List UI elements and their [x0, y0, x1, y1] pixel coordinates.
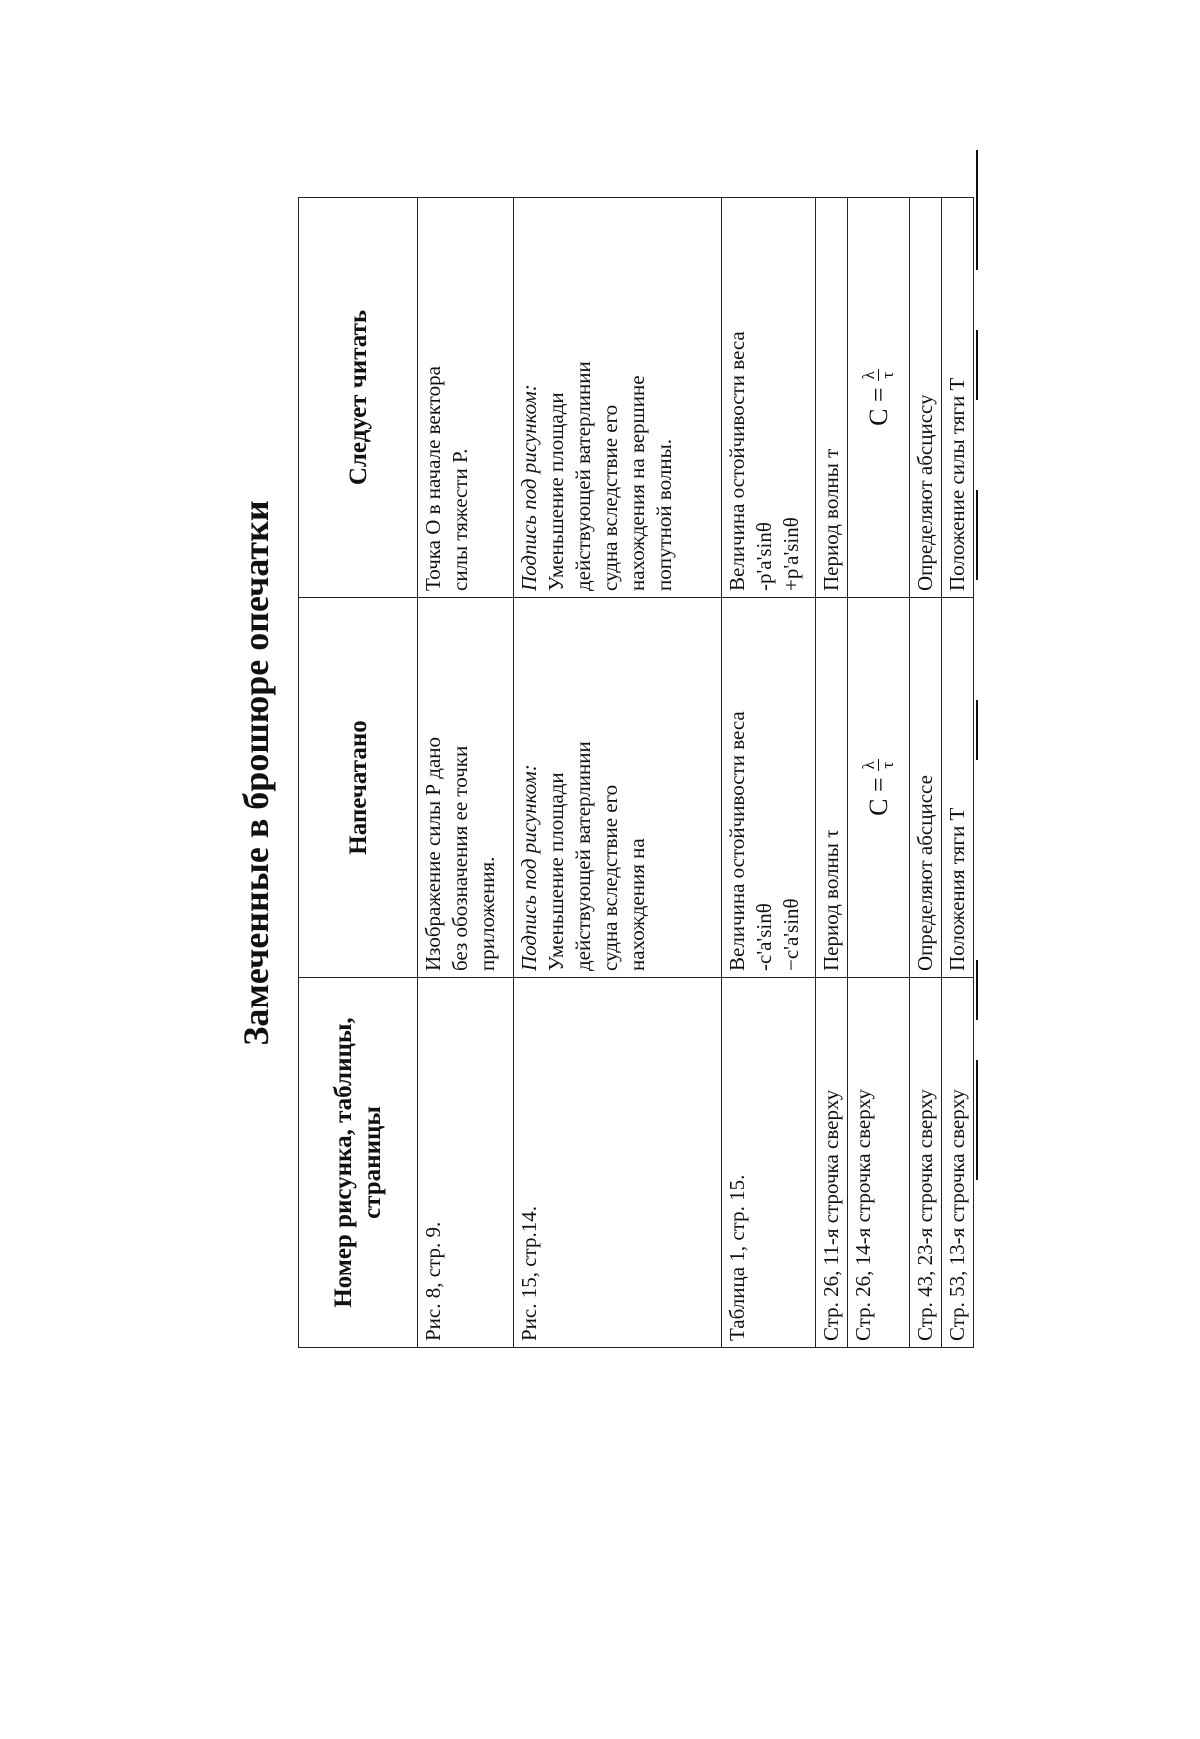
formula-lhs: C = [864, 777, 893, 816]
row-printed [514, 598, 722, 978]
formula-denominator: τ [878, 371, 897, 379]
text-line: -p'a'sinθ [752, 522, 776, 591]
row-correct [418, 198, 514, 598]
page-title: Замеченные в брошюре опечатки [236, 500, 276, 1046]
formula-lhs: C = [864, 387, 893, 426]
header-correct: Следует читать [299, 198, 418, 598]
text-line: Уменьшение площади [544, 392, 568, 591]
row-correct: Положение силы тяги Т [942, 198, 974, 598]
text-line: Величина остойчивости веса [725, 711, 749, 971]
row-correct-formula [848, 198, 910, 598]
row-printed-formula [848, 598, 910, 978]
text-line: судна вследствие его [598, 404, 622, 591]
caption-label: Подпись под рисунком: [517, 384, 541, 591]
text-line: Изображение силы Р дано [421, 736, 445, 971]
table-row [722, 198, 816, 1348]
text-line: нахождения на [625, 838, 649, 971]
table-row [514, 198, 722, 1348]
table-row [942, 198, 974, 1348]
text-line: действующей ватерлинии [571, 361, 595, 591]
scan-edge-line [976, 960, 978, 1020]
text-line: приложения. [475, 856, 499, 971]
row-reference: Рис. 8, стр. 9. [418, 978, 514, 1348]
text-line: -c'a'sinθ [752, 903, 776, 971]
scan-edge-line [976, 490, 978, 580]
formula-fraction [860, 369, 897, 381]
formula [860, 369, 897, 426]
formula-numerator: λ [859, 761, 878, 770]
row-reference: Рис. 15, стр.14. [514, 978, 722, 1348]
formula-fraction [860, 759, 897, 771]
text-line: действующей ватерлинии [571, 741, 595, 971]
text-line: Уменьшение площади [544, 772, 568, 971]
formula [860, 759, 897, 816]
row-reference: Стр. 43, 23-я строчка сверху [910, 978, 942, 1348]
table-row [910, 198, 942, 1348]
scan-edge-line [976, 700, 978, 760]
row-correct [722, 198, 816, 598]
text-line: Величина остойчивости веса [725, 331, 749, 591]
table-header-row [299, 198, 418, 1348]
table-row [418, 198, 514, 1348]
row-printed: Период волны τ [816, 598, 848, 978]
errata-table [298, 197, 974, 1348]
text-line: попутной волны. [652, 439, 676, 591]
formula-denominator: τ [878, 761, 897, 769]
scan-edge-line [976, 150, 978, 270]
row-printed [722, 598, 816, 978]
row-correct: Период волны т [816, 198, 848, 598]
row-printed: Определяют абсциссе [910, 598, 942, 978]
row-correct: Определяют абсциссу [910, 198, 942, 598]
text-line: без обозначения ее точки [448, 745, 472, 971]
scan-edge-line [976, 1060, 978, 1180]
header-printed: Напечатано [299, 598, 418, 978]
row-printed [418, 598, 514, 978]
table-row [816, 198, 848, 1348]
row-correct [514, 198, 722, 598]
text-line: −c'a'sinθ [779, 898, 803, 971]
text-line: судна вследствие его [598, 784, 622, 971]
caption-label: Подпись под рисунком: [517, 764, 541, 971]
text-line: нахождения на вершине [625, 375, 649, 591]
table-row [848, 198, 910, 1348]
row-reference: Стр. 53, 13-я строчка сверху [942, 978, 974, 1348]
row-reference: Таблица 1, стр. 15. [722, 978, 816, 1348]
row-printed: Положения тяги Т [942, 598, 974, 978]
text-line: +p'a'sinθ [779, 517, 803, 591]
row-reference: Стр. 26, 11-я строчка сверху [816, 978, 848, 1348]
scan-edge-line [976, 330, 978, 400]
row-reference: Стр. 26, 14-я строчка сверху [848, 978, 910, 1348]
text-line: Точка О в начале вектора [421, 366, 445, 591]
header-reference: Номер рисунка, таблицы, страницы [299, 978, 418, 1348]
formula-numerator: λ [859, 371, 878, 380]
text-line: силы тяжести Р. [448, 448, 472, 591]
rotated-page [220, 198, 969, 1348]
